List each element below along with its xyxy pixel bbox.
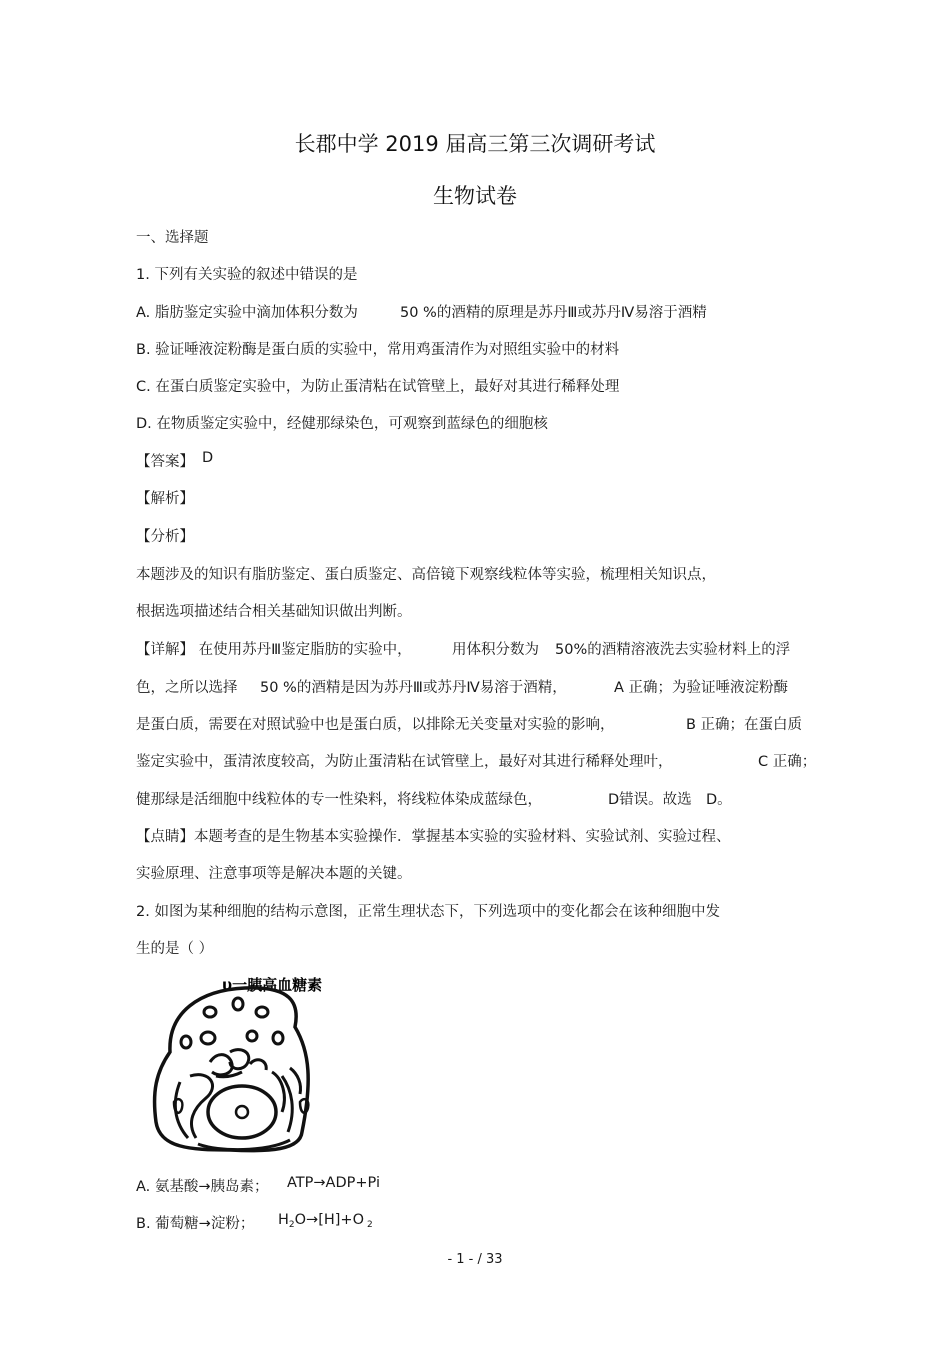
q2-option-b-sub2: 2 [288, 1220, 295, 1230]
q2-stem-line1: 2. 如图为某种细胞的结构示意图，正常生理状态下，下列选项中的变化都会在该种细胞中发 [136, 904, 720, 920]
q1-detail-line4b: C 正确； [758, 754, 817, 770]
q1-dianjing-line1: 【点睛】本题考查的是生物基本实验操作．掌握基本实验的实验材料、实验试剂、实验过程、 [136, 829, 731, 845]
q1-analysis-line2: 根据选项描述结合相关基础知识做出判断。 [136, 604, 412, 620]
q1-detail-line3b: B 正确；在蛋白质 [686, 717, 803, 733]
q2-option-b-rest: O→[H]+O [294, 1212, 364, 1228]
q2-stem-line2: 生的是（ ） [136, 941, 214, 957]
q1-analysis-line1: 本题涉及的知识有脂肪鉴定、蛋白质鉴定、高倍镜下观察线粒体等实验，梳理相关知识点， [136, 567, 716, 583]
q1-detail-line4a: 鉴定实验中，蛋清浓度较高，为防止蛋清粘在试管壁上，最好对其进行稀释处理叶， [136, 754, 673, 770]
q1-detail-line5b: D错误。故选 [608, 792, 692, 808]
q2-option-a-rest: ATP→ADP+Pi [287, 1175, 380, 1191]
q2-option-b-prefix: B. 葡萄糖→淀粉； [136, 1216, 255, 1232]
exam-title: 长郡中学 2019 届高三第三次调研考试 [294, 132, 656, 156]
cell-diagram [150, 972, 360, 1162]
q1-option-b: B. 验证唾液淀粉酶是蛋白质的实验中，常用鸡蛋清作为对照组实验中的材料 [136, 342, 620, 358]
q2-option-b-o2-sub: 2 [366, 1220, 373, 1230]
q1-detail-line3a: 是蛋白质，需要在对照试验中也是蛋白质，以排除无关变量对实验的影响， [136, 717, 615, 733]
q1-detail-line1a: 【详解】 在使用苏丹Ⅲ鉴定脂肪的实验中， [136, 642, 412, 658]
nucleus [208, 1086, 276, 1138]
figure-caption: υ一胰高血糖素 [222, 976, 323, 994]
q1-detail-line2c: A 正确；为验证唾液淀粉酶 [614, 680, 789, 696]
secretory-granules [181, 998, 283, 1048]
q1-option-a-prefix: A. 脂肪鉴定实验中滴加体积分数为 [136, 305, 358, 321]
q1-detail-line5c: D。 [706, 792, 732, 808]
nucleolus [236, 1106, 248, 1118]
page-number: - 1 - / 33 [447, 1252, 503, 1267]
q1-detail-line2b: 50 %的酒精是因为苏丹Ⅲ或苏丹Ⅳ易溶于酒精， [260, 680, 567, 696]
q1-detail-line5a: 健那绿是活细胞中线粒体的专一性染料，将线粒体染成蓝绿色， [136, 792, 542, 808]
golgi-apparatus [210, 1050, 266, 1077]
q1-option-d: D. 在物质鉴定实验中，经健那绿染色，可观察到蓝绿色的细胞核 [136, 416, 548, 432]
q1-detail-line1b: 用体积分数为 [452, 642, 539, 658]
q2-option-b-h: H [278, 1212, 289, 1228]
q1-option-c: C. 在蛋白质鉴定实验中，为防止蛋清粘在试管壁上，最好对其进行稀释处理 [136, 379, 620, 395]
section-heading: 一、选择题 [136, 230, 209, 246]
q2-option-a-prefix: A. 氨基酸→胰岛素； [136, 1179, 269, 1195]
q1-fenxi-label: 【分析】 [136, 529, 194, 545]
q1-jiexi-label: 【解析】 [136, 491, 194, 507]
q1-option-a-rest: 50 %的酒精的原理是苏丹Ⅲ或苏丹Ⅳ易溶于酒精 [400, 305, 707, 321]
q1-stem: 1. 下列有关实验的叙述中错误的是 [136, 267, 358, 283]
subject-title: 生物试卷 [433, 184, 517, 208]
q1-answer-label: 【答案】 [136, 454, 194, 470]
q1-dianjing-line2: 实验原理、注意事项等是解决本题的关键。 [136, 866, 412, 882]
q1-answer: D [202, 450, 214, 466]
q2-option-b-formula [278, 1212, 373, 1230]
q1-detail-line1c: 50%的酒精溶液洗去实验材料上的浮 [555, 642, 791, 658]
q1-detail-line2a: 色，之所以选择 [136, 680, 238, 696]
